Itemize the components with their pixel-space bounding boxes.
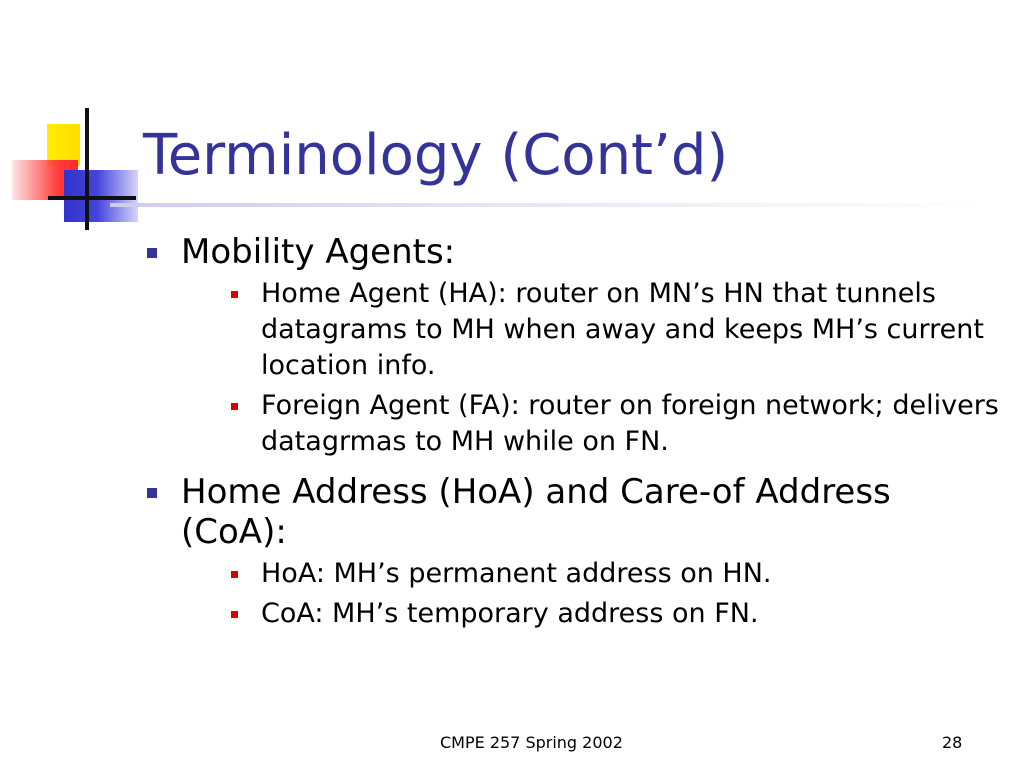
sub-bullet-item (228, 388, 1005, 460)
slide-title: Terminology (Cont’d) (143, 123, 729, 188)
square-bullet-icon (231, 291, 238, 298)
logo-horizontal-line (48, 196, 136, 200)
bullet-item (145, 472, 1005, 632)
sub-bullet-text: Foreign Agent (FA): router on foreign network; delivers datagrmas to MH while on FN. (261, 390, 999, 457)
sub-bullet-text: Home Agent (HA): router on MN’s HN that tunnels datagrams to MH when away and keeps MH’s current location info. (261, 278, 984, 381)
sub-bullet-item (228, 276, 1005, 384)
square-bullet-icon (147, 248, 157, 258)
slide-logo (0, 100, 150, 230)
bullet-text: Mobility Agents: (181, 232, 456, 272)
page-number: 28 (942, 733, 963, 752)
sub-bullet-item (228, 556, 1005, 592)
sub-bullet-item (228, 596, 1005, 632)
title-underline (110, 203, 990, 207)
square-bullet-icon (231, 611, 238, 618)
bullet-text: Home Address (HoA) and Care-of Address (CoA): (181, 472, 891, 552)
slide-footer (0, 731, 1024, 755)
logo-vertical-line (85, 108, 89, 230)
square-bullet-icon (147, 488, 157, 498)
square-bullet-icon (231, 403, 238, 410)
bullet-item (145, 232, 1005, 460)
sub-bullet-text: CoA: MH’s temporary address on FN. (261, 598, 759, 629)
square-bullet-icon (231, 571, 238, 578)
sub-bullet-text: HoA: MH’s permanent address on HN. (261, 558, 772, 589)
slide-content (145, 232, 1005, 632)
footer-course: CMPE 257 Spring 2002 (440, 733, 623, 752)
